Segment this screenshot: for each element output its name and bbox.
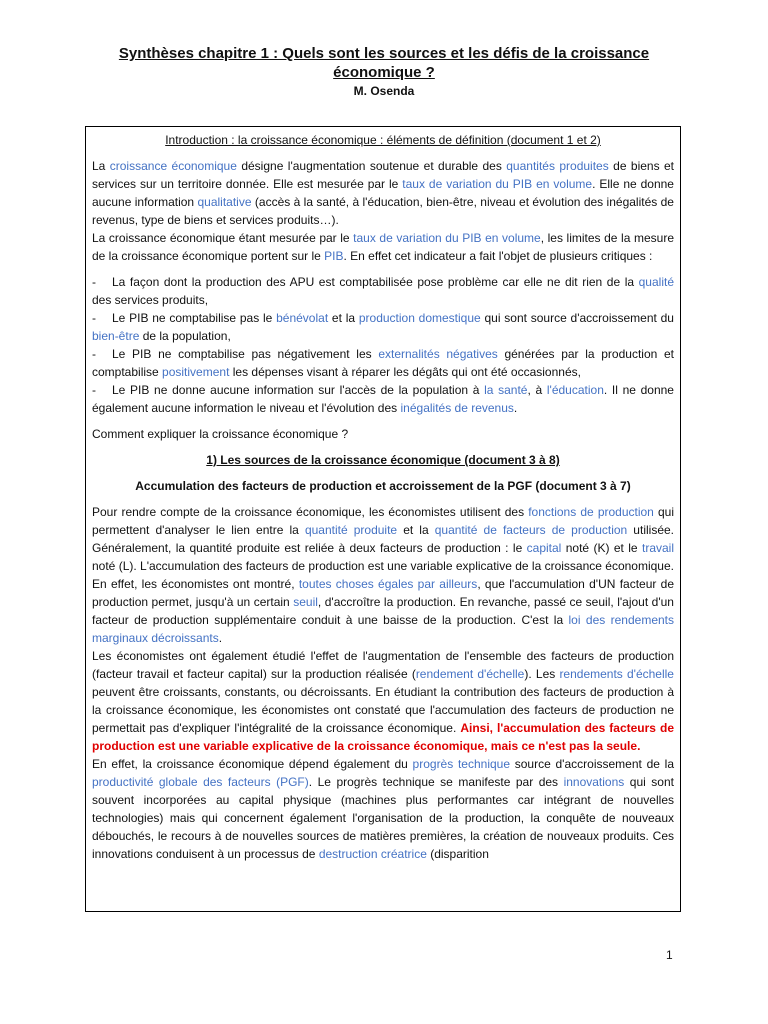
highlighted-term: l'éducation (546, 383, 604, 397)
text-run: En effet, la croissance économique dépend également du (92, 757, 413, 771)
highlighted-term: production domestique (358, 311, 481, 325)
intro-paragraph-2 (92, 229, 674, 265)
text-run: Le PIB ne comptabilise pas négativement les (112, 347, 379, 361)
text-run: utilisée. Généralement, la quantité produite est reliée à deux facteurs de production : le (92, 523, 674, 555)
text-run: La façon dont la production des APU est comptabilisée pose problème car elle ne dit rien de la (112, 275, 639, 289)
highlighted-term: quantité de facteurs de production (434, 523, 628, 537)
document-title (90, 44, 678, 99)
bullet-dash: - (92, 275, 96, 289)
text-run: . Elle ne donne aucune information (92, 177, 674, 209)
highlighted-term: taux de variation du PIB en volume (402, 177, 593, 191)
highlighted-term: toutes choses égales par ailleurs (298, 577, 478, 591)
text-run: les dépenses visant à réparer les dégâts qui ont été occasionnés, (229, 365, 581, 379)
text-run: La croissance économique étant mesurée par le (92, 231, 354, 245)
synthesis-box (85, 126, 681, 912)
text-run: de la population, (139, 329, 231, 343)
text-run: qui permettent d'analyser le lien entre la (92, 505, 674, 537)
text-run: . En effet cet indicateur a fait l'objet de plusieurs critiques : (343, 249, 653, 263)
highlighted-term: destruction créatrice (318, 847, 427, 861)
text-run: qui sont source d'accroissement du (480, 311, 674, 325)
section-1-paragraph-3 (92, 755, 674, 863)
critique-item (92, 345, 674, 381)
highlighted-term: Ainsi, l'accumulation des facteurs de production est une variable explicative de la croissance économique, mais ce n'est pas la seule. (92, 721, 674, 753)
text-run: et la (397, 523, 435, 537)
highlighted-term: rendement d'échelle (415, 667, 525, 681)
highlighted-term: productivité globale des facteurs (PGF) (92, 775, 309, 789)
text-run: source d'accroissement de la (510, 757, 674, 771)
text-run: (accès à la santé, à l'éducation, bien-être, niveau et évolution des inégalités de revenus, type de biens et services produits…). (92, 195, 674, 227)
text-run: . (218, 631, 223, 645)
text-run: peuvent être croissants, constants, ou décroissants. En étudiant la contribution des facteurs de production à la croissance économique, les économistes ont constaté que l'accumulation des facteurs de production ne permettait pas d'expliquer l'intégralité de la croissance économique. (92, 685, 674, 735)
highlighted-term: qualitative (197, 195, 252, 209)
section-1-paragraph-1 (92, 503, 674, 647)
text-run: et la (328, 311, 359, 325)
critique-list (92, 273, 674, 417)
highlighted-term: quantité produite (304, 523, 398, 537)
highlighted-term: progrès technique (412, 757, 511, 771)
highlighted-term: positivement (162, 365, 230, 379)
text-run: . Le progrès technique se manifeste par des (308, 775, 564, 789)
highlighted-term: taux de variation du PIB en volume (353, 231, 541, 245)
text-run: . Il ne donne également aucune information le niveau et l'évolution des (92, 383, 674, 415)
section-1-heading: 1) Les sources de la croissance économique (document 3 à 8) (206, 453, 560, 467)
highlighted-term: travail (641, 541, 674, 555)
text-run: , d'accroître la production. En revanche, passé ce seuil, l'ajout d'un facteur de production supplémentaire conduit à une baisse de la production. C'est la (92, 595, 674, 627)
highlighted-term: capital (526, 541, 562, 555)
author: M. Osenda (353, 84, 415, 98)
intro-paragraph-1 (92, 157, 674, 229)
text-run: . (513, 401, 518, 415)
highlighted-term: rendements d'échelle (559, 667, 674, 681)
title-line-1: Synthèses chapitre 1 : Quels sont les sources et les défis de la croissance (118, 45, 650, 62)
text-run: de biens et services sur un territoire donnée. Elle est mesurée par le (92, 159, 674, 191)
bullet-dash: - (92, 311, 96, 325)
critique-item (92, 381, 674, 417)
section-1-subheading: Accumulation des facteurs de production et accroissement de la PGF (document 3 à 7) (135, 479, 631, 493)
highlighted-term: fonctions de production (528, 505, 654, 519)
text-run: Pour rendre compte de la croissance économique, les économistes utilisent des (92, 505, 529, 519)
highlighted-term: bénévolat (276, 311, 329, 325)
text-run: ). Les (524, 667, 560, 681)
highlighted-term: externalités négatives (378, 347, 498, 361)
text-run: noté (K) et le (561, 541, 642, 555)
text-run: Les économistes ont également étudié l'effet de l'augmentation de l'ensemble des facteurs de production (facteur travail et facteur capital) sur la production réalisée ( (92, 649, 674, 681)
highlighted-term: PIB (324, 249, 344, 263)
highlighted-term: qualité (638, 275, 674, 289)
text-run: noté (L). L'accumulation des facteurs de production est une variable explicative de la croissance économique. En effet, les économistes ont montré, (92, 559, 674, 591)
critique-item (92, 309, 674, 345)
text-run: générées par la production et comptabilise (92, 347, 674, 379)
section-1-paragraph-2 (92, 647, 674, 755)
text-run: désigne l'augmentation soutenue et durable des (236, 159, 507, 173)
highlighted-term: innovations (563, 775, 625, 789)
page-number: 1 (666, 948, 673, 962)
bullet-dash: - (92, 347, 96, 361)
highlighted-term: la santé (484, 383, 528, 397)
question: Comment expliquer la croissance économique ? (92, 427, 349, 441)
text-run: qui sont souvent incorporées au capital physique (machines plus performantes car intégrant de nouvelles technologies) mais qui concernent également l'organisation de la production, la conquête de nouveaux débouchés, le recours à de nouvelles sources de matières premières, la création de nouveaux produits. Ces innovations conduisent à un processus de (92, 775, 674, 861)
highlighted-term: loi des rendements marginaux décroissants (92, 613, 674, 645)
highlighted-term: inégalités de revenus (400, 401, 514, 415)
critique-item (92, 273, 674, 309)
title-line-2: économique ? (333, 64, 435, 81)
text-run: (disparition (426, 847, 489, 861)
highlighted-term: bien-être (92, 329, 140, 343)
highlighted-term: quantités produites (506, 159, 609, 173)
text-run: , que l'accumulation d'UN facteur de production permet, jusqu'à un certain (92, 577, 674, 609)
text-run: , à (527, 383, 547, 397)
text-run: des services produits, (92, 293, 209, 307)
text-run: La (92, 159, 110, 173)
text-run: Le PIB ne donne aucune information sur l'accès de la population à (112, 383, 485, 397)
highlighted-term: croissance économique (109, 159, 237, 173)
text-run: Le PIB ne comptabilise pas le (112, 311, 277, 325)
bullet-dash: - (92, 383, 96, 397)
highlighted-term: seuil (293, 595, 318, 609)
text-run: , les limites de la mesure de la croissance économique portent sur le (92, 231, 674, 263)
intro-heading: Introduction : la croissance économique : éléments de définition (document 1 et 2) (165, 133, 601, 147)
